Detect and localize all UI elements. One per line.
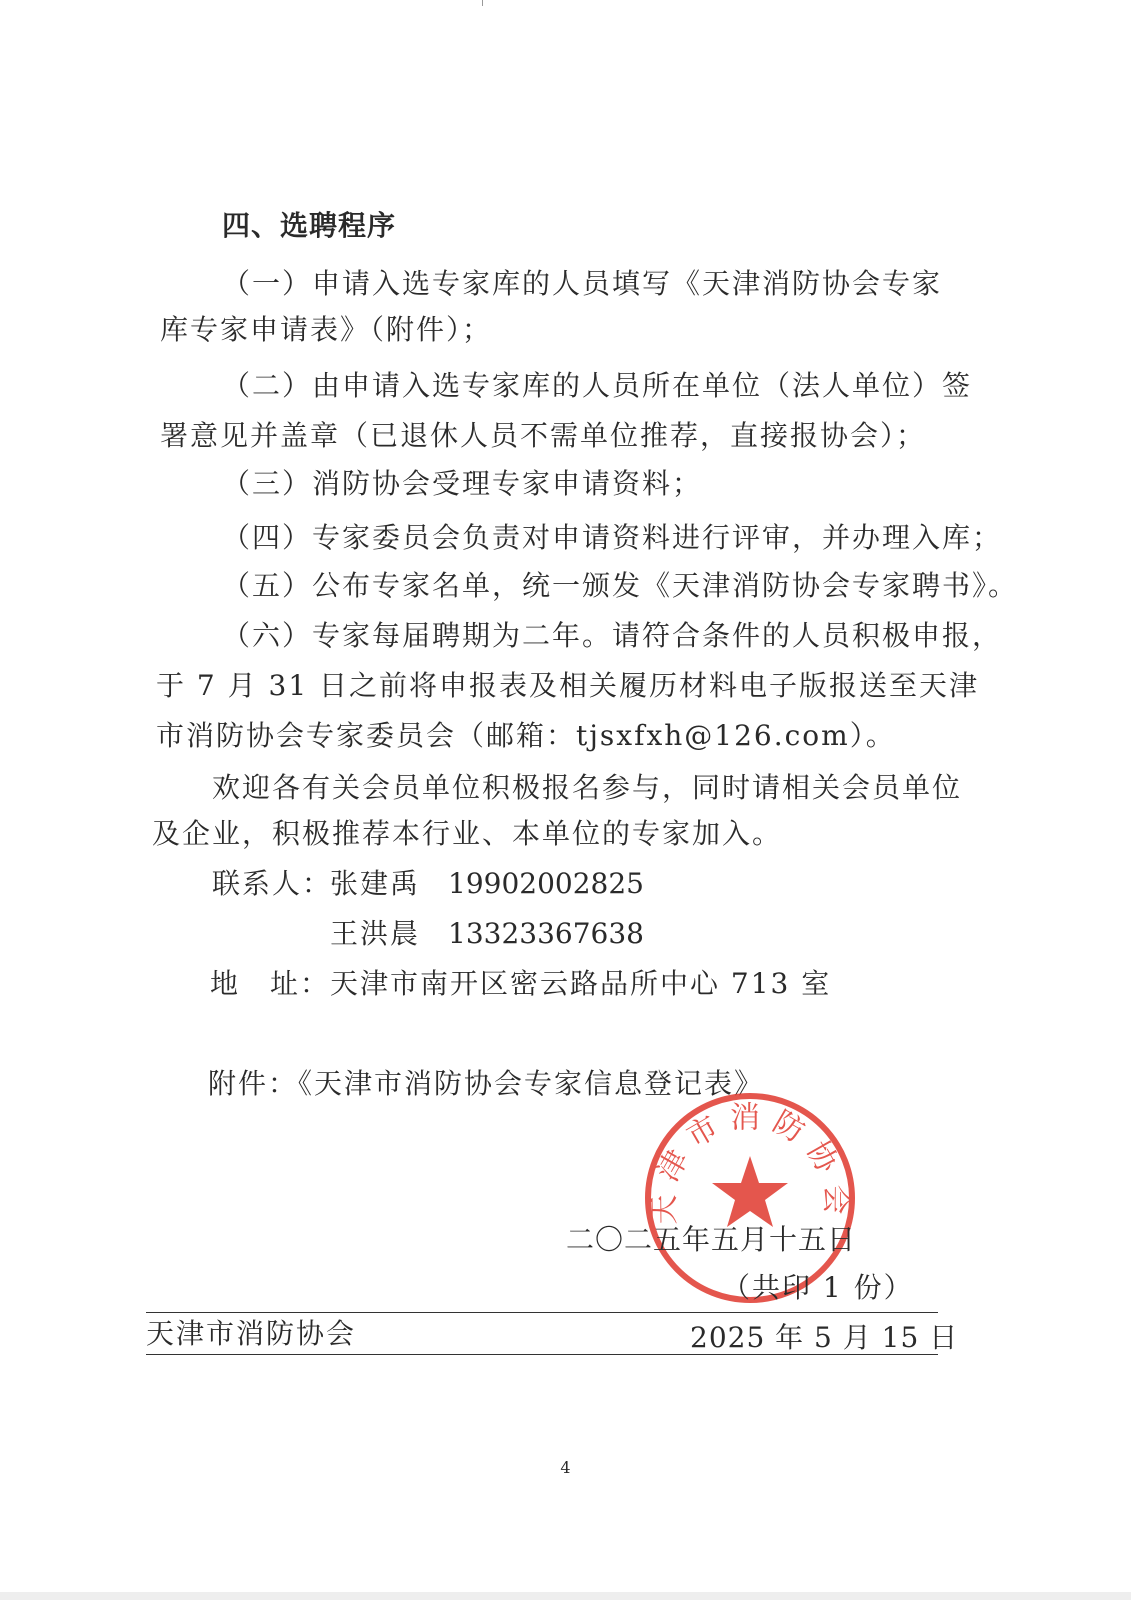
item-2-line-1: （二）由申请入选专家库的人员所在单位（法人单位）签 [222,369,973,402]
page-number: 4 [560,1458,571,1477]
seal-org-text: 天津市消防协会 [646,1100,854,1225]
scan-edge [0,1592,1131,1600]
contact-name-2: 王洪晨 [330,917,421,950]
item-6-line-2: 于 7 月 31 日之前将申报表及相关履历材料电子版报送至天津 [156,669,980,702]
contact-phone-2: 13323367638 [448,917,644,950]
address-value: 天津市南开区密云路品所中心 713 室 [330,967,832,1000]
item-6-line-1: （六）专家每届聘期为二年。请符合条件的人员积极申报， [222,619,1003,652]
signature-date: 二〇二五年五月十五日 [566,1223,857,1256]
item-2-line-2: 署意见并盖章（已退休人员不需单位推荐，直接报协会）； [160,419,927,452]
item-1-line-1: （一）申请入选专家库的人员填写《天津消防协会专家 [222,267,943,300]
welcome-line-1: 欢迎各有关会员单位积极报名参与，同时请相关会员单位 [212,771,963,804]
footer-org: 天津市消防协会 [146,1317,357,1350]
print-copies: （共印 1 份） [722,1271,914,1304]
item-3: （三）消防协会受理专家申请资料； [222,467,703,500]
footer-top-rule [146,1312,938,1313]
contact-label: 联系人： [212,867,333,900]
item-5: （五）公布专家名单，统一颁发《天津消防协会专家聘书》。 [222,569,1019,602]
footer-bottom-rule [146,1354,938,1355]
section-heading: 四、选聘程序 [222,209,397,242]
seal-star-icon [712,1156,788,1227]
contact-phone-1: 19902002825 [448,867,644,900]
footer-date: 2025 年 5 月 15 日 [690,1321,959,1354]
scan-mark [482,0,483,6]
item-1-line-2: 库专家申请表》（附件）； [160,313,493,346]
contact-name-1: 张建禹 [330,867,421,900]
welcome-line-2: 及企业，积极推荐本行业、本单位的专家加入。 [152,817,783,850]
item-4: （四）专家委员会负责对申请资料进行评审，并办理入库； [222,521,1003,554]
address-label: 地 址： [210,967,331,1000]
item-6-line-3: 市消防协会专家委员会（邮箱：tjsxfxh@126.com）。 [156,719,896,752]
attachment-note: 附件：《天津市消防协会专家信息登记表》 [208,1067,765,1100]
